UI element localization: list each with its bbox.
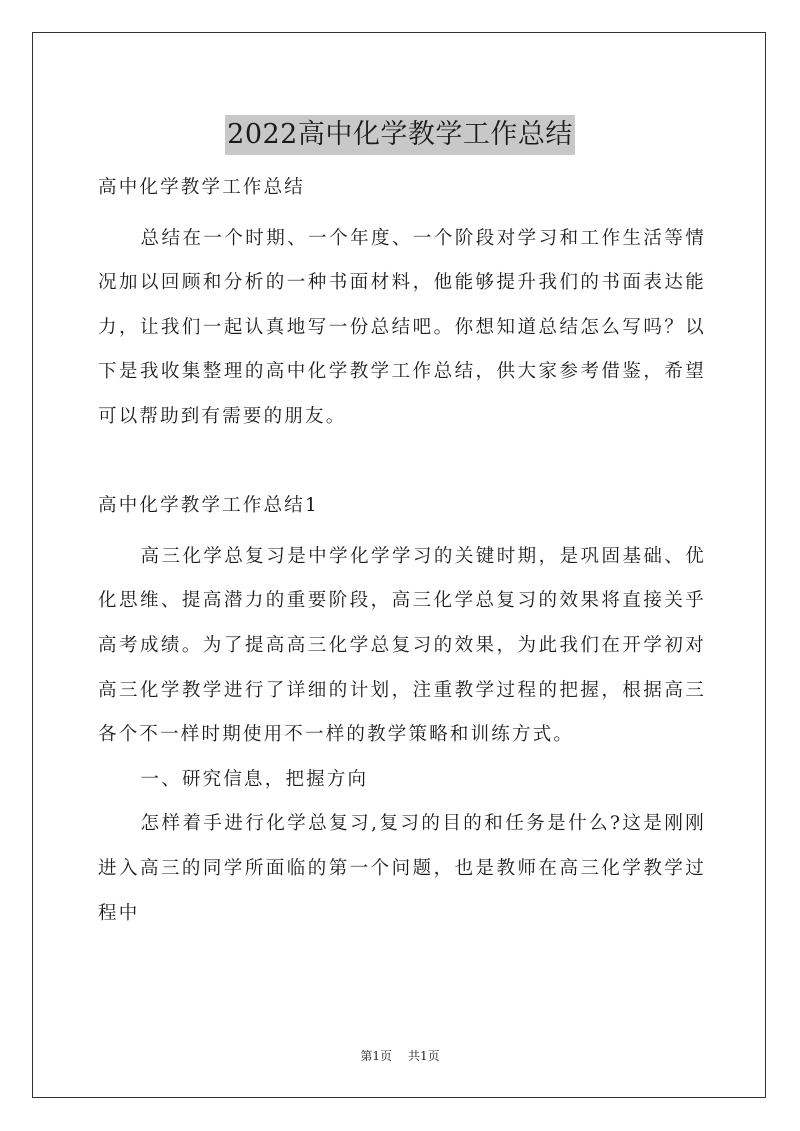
intro-paragraph: 总结在一个时期、一个年度、一个阶段对学习和工作生活等情况加以回顾和分析的一种书面材料，他能够提升我们的书面表达能力，让我们一起认真地写一份总结吧。你想知道总结怎么写吗？以下是我收集整理的高中化学教学工作总结，供大家参考借鉴，希望可以帮助到有需要的朋友。: [98, 227, 706, 427]
page-footer: [0, 1047, 800, 1065]
title-container: [0, 97, 800, 173]
section-1-heading: 高中化学教学工作总结1: [98, 495, 319, 517]
document-body: [98, 166, 706, 936]
subsection-1-paragraph-1: 怎样着手进行化学总复习,复习的目的和任务是什么?这是刚刚进入高三的同学所面临的第一个问题，也是教师在高三化学教学过程中: [98, 813, 706, 924]
document-title: 2022高中化学教学工作总结: [225, 115, 575, 155]
page-number: 第1页: [360, 1049, 392, 1063]
section-1-paragraph-1: 高三化学总复习是中学化学学习的关键时期，是巩固基础、优化思维、提高潜力的重要阶段，高三化学总复习的效果将直接关乎高考成绩。为了提高高三化学总复习的效果，为此我们在开学初对高三化学教学进行了详细的计划，注重教学过程的把握，根据高三各个不一样时期使用不一样的教学策略和训练方式。: [98, 545, 706, 746]
subsection-1-heading: 一、研究信息，把握方向: [140, 768, 369, 790]
page-total: 共1页: [408, 1049, 440, 1063]
document-heading: 高中化学教学工作总结: [98, 177, 306, 198]
